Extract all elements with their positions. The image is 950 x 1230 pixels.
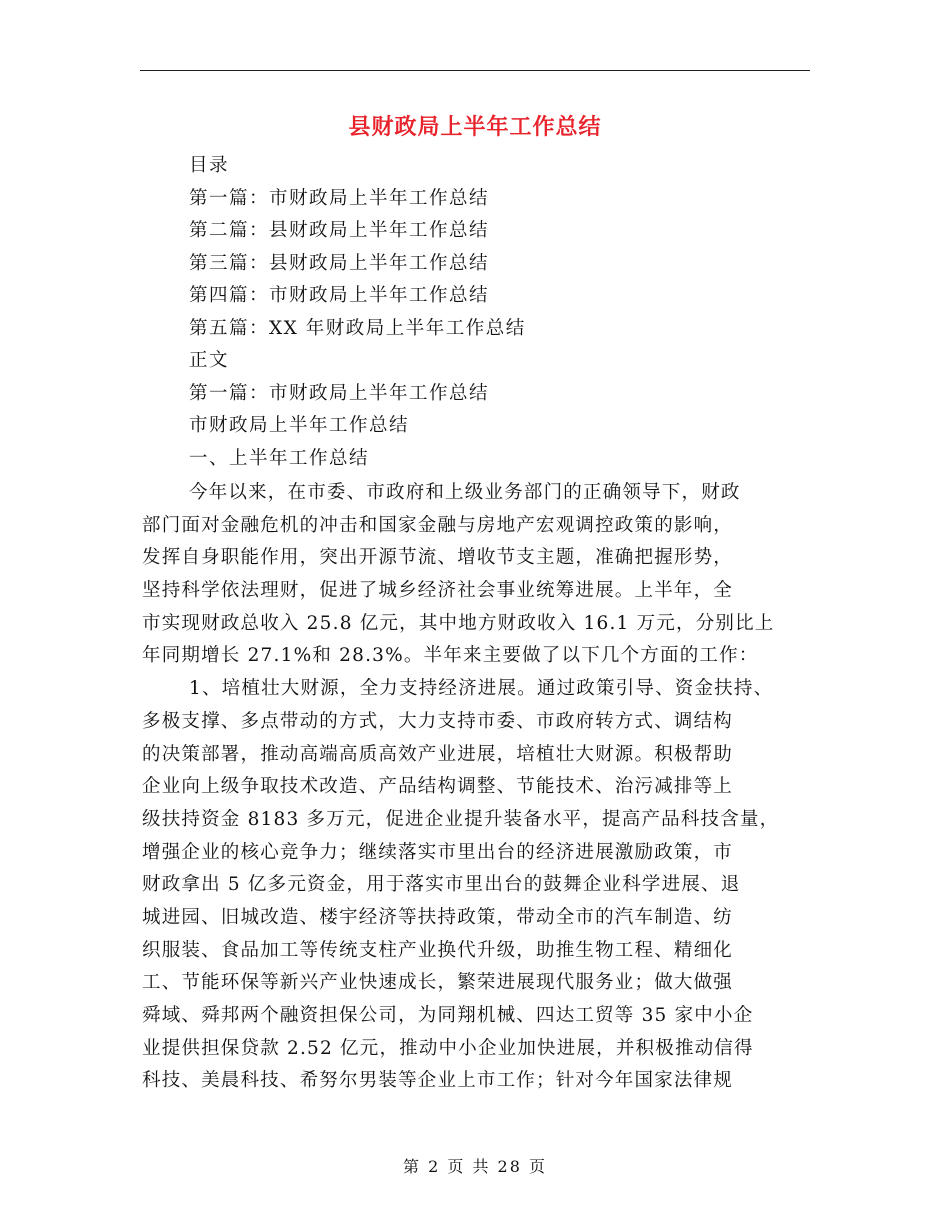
paragraph-line: 部门面对金融危机的冲击和国家金融与房地产宏观调控政策的影响，	[142, 514, 734, 536]
header-rule	[140, 70, 810, 71]
toc-item: 第五篇：XX 年财政局上半年工作总结	[189, 317, 526, 339]
paragraph-line: 今年以来，在市委、市政府和上级业务部门的正确领导下，财政	[189, 482, 741, 503]
paragraph-line: 的决策部署，推动高端高质高效产业进展，培植壮大财源。积极帮助	[142, 743, 734, 765]
toc-item: 第四篇：市财政局上半年工作总结	[189, 285, 490, 306]
paragraph-line: 多极支撑、多点带动的方式，大力支持市委、市政府转方式、调结构	[142, 710, 734, 732]
paragraph-line: 城进园、旧城改造、楼宇经济等扶持政策，带动全市的汽车制造、纺	[142, 906, 734, 928]
paragraph-line: 业提供担保贷款 2.52 亿元，推动中小企业加快进展，并积极推动信得	[142, 1037, 754, 1059]
body-text	[142, 477, 812, 1098]
paragraph-line: 发挥自身职能作用，突出开源节流、增收节支主题，准确把握形势，	[142, 547, 734, 569]
paragraph-line: 增强企业的核心竞争力；继续落实市里出台的经济进展激励政策，市	[142, 841, 734, 863]
paragraph-line: 年同期增长 27.1%和 28.3%。半年来主要做了以下几个方面的工作：	[142, 645, 759, 667]
toc-item: 第二篇：县财政局上半年工作总结	[189, 220, 490, 241]
paragraph-line: 企业向上级争取技术改造、产品结构调整、节能技术、治污减排等上	[142, 776, 734, 798]
toc-item: 第三篇：县财政局上半年工作总结	[189, 252, 490, 274]
paragraph-line: 级扶持资金 8183 多万元，促进企业提升装备水平，提高产品科技含量，	[142, 808, 780, 830]
paragraph-line: 市实现财政总收入 25.8 亿元，其中地方财政收入 16.1 万元，分别比上	[142, 612, 775, 634]
paragraph-line: 工、节能环保等新兴产业快速成长，繁荣进展现代服务业；做大做强	[142, 972, 734, 994]
paragraph-line: 织服装、食品加工等传统支柱产业换代升级，助推生物工程、精细化	[142, 939, 734, 961]
toc-heading: 目录	[189, 155, 230, 176]
subsection-heading: 一、上半年工作总结	[189, 447, 370, 469]
main-text-heading: 正文	[189, 350, 230, 371]
paragraph-line: 舜域、舜邦两个融资担保公司，为同翔机械、四达工贸等 35 家中小企	[142, 1005, 754, 1026]
table-of-contents	[189, 150, 809, 475]
section-heading: 第一篇：市财政局上半年工作总结	[189, 382, 490, 404]
article-title: 市财政局上半年工作总结	[189, 415, 410, 436]
paragraph-line: 科技、美晨科技、希努尔男装等企业上市工作；针对今年国家法律规	[142, 1070, 734, 1092]
paragraph-line: 坚持科学依法理财，促进了城乡经济社会事业统筹进展。上半年，全	[142, 580, 734, 602]
paragraph-line: 财政拿出 5 亿多元资金，用于落实市里出台的鼓舞企业科学进展、退	[142, 874, 741, 896]
toc-item: 第一篇：市财政局上半年工作总结	[189, 187, 490, 209]
paragraph-line: 1、培植壮大财源，全力支持经济进展。通过政策引导、资金扶持、	[189, 678, 774, 700]
page-footer: 第 2 页 共 28 页	[403, 1157, 547, 1176]
document-title: 县财政局上半年工作总结	[348, 114, 602, 140]
